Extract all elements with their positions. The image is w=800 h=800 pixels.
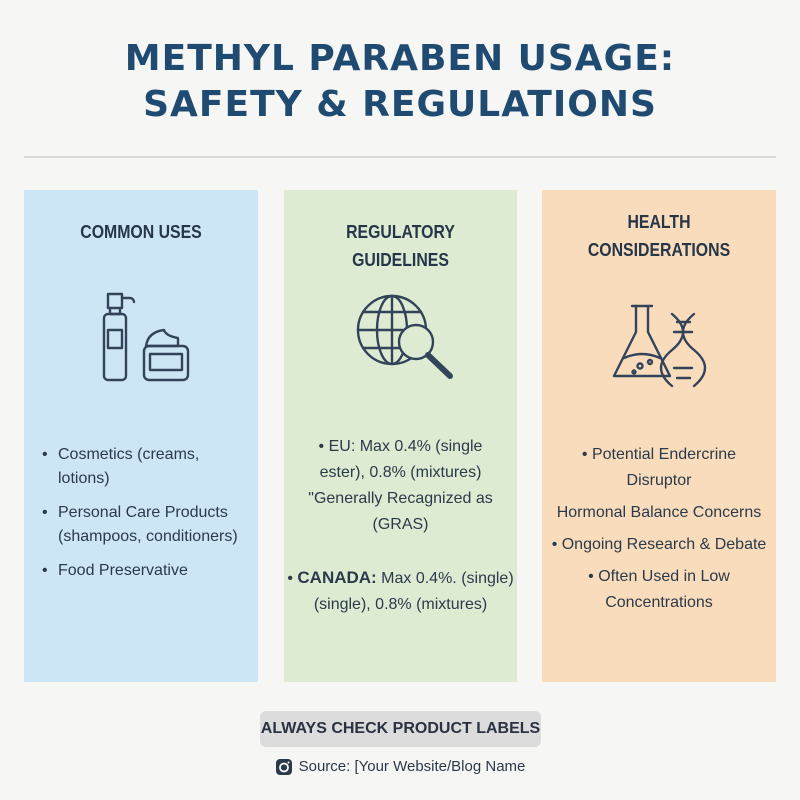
- eu-guidelines: [284, 435, 517, 539]
- list-item: ester), 0.8% (mixtures): [319, 464, 482, 481]
- list-item: (GRAS): [372, 516, 429, 533]
- regulatory-panel: [284, 190, 517, 682]
- flask-dna-icon: [610, 300, 710, 390]
- list-item: • EU: Max 0.4% (single: [318, 438, 483, 455]
- list-item: • Ongoing Research & Debate: [551, 536, 767, 553]
- list-item: Concentrations: [605, 594, 713, 611]
- list-item: • Food Preservative: [42, 559, 252, 583]
- cosmetics-bottle-jar-icon: [94, 288, 194, 388]
- regulatory-title: REGULATORY GUIDELINES: [346, 222, 455, 270]
- health-panel: [542, 190, 776, 682]
- list-item: Disruptor: [626, 472, 692, 489]
- list-item: Hormonal Balance Concerns: [556, 504, 762, 521]
- health-title-line-1: HEALTH: [627, 212, 691, 232]
- health-list: [542, 443, 776, 617]
- canada-label: CANADA:: [297, 568, 377, 587]
- source-text[interactable]: Source: [Your Website/Blog Name: [298, 758, 526, 775]
- check-labels-notice: ALWAYS CHECK PRODUCT LABELS: [260, 711, 541, 747]
- canada-text: Max 0.4%. (single): [376, 570, 514, 587]
- canada-guidelines: [284, 566, 517, 619]
- title-line-1: METHYL PARABEN USAGE:: [124, 38, 676, 79]
- source-line: [0, 756, 800, 778]
- title-line-2: SAFETY & REGULATIONS: [143, 84, 657, 125]
- list-item: "Generally Recagnized as: [308, 490, 493, 507]
- list-item: • Personal Care Products (shampoos, conditioners): [42, 501, 252, 549]
- common-uses-panel: [24, 190, 258, 682]
- common-uses-title: COMMON USES: [80, 222, 202, 242]
- page-title: [0, 36, 800, 128]
- common-uses-list: [42, 443, 252, 593]
- globe-magnifier-icon: [350, 290, 460, 384]
- title-divider: [24, 156, 776, 158]
- list-item: • Often Used in Low: [588, 568, 730, 585]
- list-item: (single), 0.8% (mixtures): [313, 596, 488, 613]
- bullet: •: [287, 570, 298, 587]
- health-title-line-2: CONSIDERATIONS: [587, 240, 731, 260]
- list-item: [284, 566, 517, 591]
- instagram-icon: [275, 758, 293, 776]
- list-item: • Potential Endercrine: [581, 446, 737, 463]
- list-item: • Cosmetics (creams, lotions): [42, 443, 252, 491]
- health-title: [556, 208, 762, 264]
